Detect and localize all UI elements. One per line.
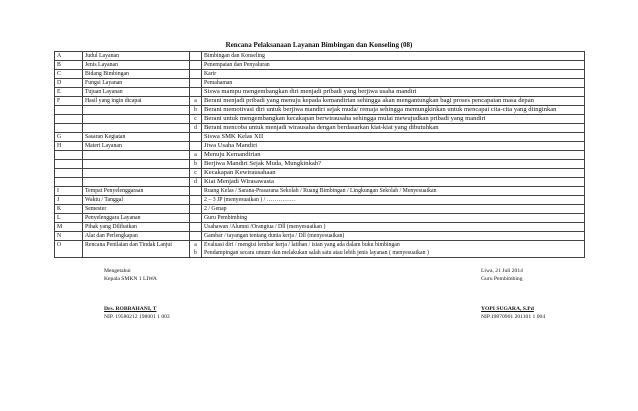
row-letter: M (55, 223, 83, 232)
row-letter: H (55, 142, 83, 151)
row-sub-letter: a (190, 151, 202, 160)
row-label: Tujuan Layanan (83, 88, 190, 97)
row-value: Guru Pembimbing (202, 214, 585, 223)
table-row (55, 187, 585, 196)
row-label: Bidang Bimbingan (83, 70, 190, 79)
row-sub-letter (190, 88, 202, 97)
table-row (55, 133, 585, 142)
row-value: Siswa mampu mengembangkan diri menjadi pribadi yang berjiwa usaha mandiri (202, 88, 585, 97)
row-label: Penyelenggara Layanan (83, 214, 190, 223)
table-row (55, 115, 585, 124)
row-letter (55, 106, 83, 115)
row-sub-letter (190, 79, 202, 88)
row-sub-letter: a b (190, 241, 202, 258)
row-sub-letter: b (190, 106, 202, 115)
table-row (55, 205, 585, 214)
row-value: Kiat Menjadi Wirasawasta (202, 178, 585, 187)
signature-right-name: YOPI SUGARA, S.Pd (481, 306, 534, 312)
row-sub-letter: b (190, 160, 202, 169)
table-row (55, 241, 585, 258)
row-sub-letter (190, 52, 202, 61)
row-label (83, 169, 190, 178)
row-label: Fungsi Layanan (83, 79, 190, 88)
row-sub-letter (190, 196, 202, 205)
row-sub-letter (190, 61, 202, 70)
row-label: Tempat Penyelenggaraan (83, 187, 190, 196)
row-sub-letter (190, 133, 202, 142)
row-letter (55, 115, 83, 124)
row-label (83, 178, 190, 187)
row-sub-letter (190, 142, 202, 151)
row-label: Waktu / Tanggal (83, 196, 190, 205)
row-value: Evaluasi diri / mengisi lembar kerja / latihan / isian yang ada dalam buku bimbingan Pendampingan secara umum dan melakukan salah satu atau lebih jenis layanan ( menyesuaikan ) (202, 241, 585, 258)
row-value: Berjiwa Mandiri Sejak Muda, Mungkinkah? (202, 160, 585, 169)
row-value: Berani menjadi pribadi yang menuju kepada kemandirian sehingga akan mengantungkan bagi proses pencapaian masa depan (202, 97, 585, 106)
table-row (55, 97, 585, 106)
row-value: Kecakapan Kewirausahaan (202, 169, 585, 178)
row-value: 2 / Genap (202, 205, 585, 214)
row-sub-letter (190, 205, 202, 214)
row-value: Berani memotivasi diri untuk berjiwa mandiri sejak muda/ remaja sehingga memungkinkan untuk mencapai cita-cita yang diinginkan (202, 106, 585, 115)
row-label: Hasil yang ingin dicapai (83, 97, 190, 106)
row-sub-letter: d (190, 178, 202, 187)
row-value: Bimbingan dan Konseling (202, 52, 585, 61)
row-value: 2 – 3 JP (menyesuaikan ) / …………… (202, 196, 585, 205)
row-sub-letter: c (190, 169, 202, 178)
row-letter (55, 169, 83, 178)
document-title: Rencana Pelaksanaan Layanan Bimbingan dan Konseling (08) (225, 41, 413, 49)
row-letter: N (55, 232, 83, 241)
table-row (55, 106, 585, 115)
row-sub-letter: a (190, 97, 202, 106)
row-letter: L (55, 214, 83, 223)
signature-right-line2: Guru Pembimbing (481, 276, 523, 282)
signature-right-nip: NIP.19870901 201101 1 004 (481, 314, 546, 320)
signature-left-name: Drs. ROBBAHANI, T (104, 306, 157, 312)
row-label (83, 124, 190, 133)
row-label: Jenis Layanan (83, 61, 190, 70)
row-sub-letter (190, 223, 202, 232)
table-row (55, 124, 585, 133)
table-row (55, 52, 585, 61)
row-value: Gambar / tayangan tentang dunia kerja / Dll (menyesuaikan) (202, 232, 585, 241)
row-label: Semester (83, 205, 190, 214)
row-value: Jiwa Usaha Mandiri (202, 142, 585, 151)
table-row (55, 223, 585, 232)
table-row (55, 70, 585, 79)
row-label (83, 160, 190, 169)
row-label: Judul Layanan (83, 52, 190, 61)
row-letter: F (55, 97, 83, 106)
table-row (55, 151, 585, 160)
table-row (55, 196, 585, 205)
row-value: Penempatan dan Penyaluran (202, 61, 585, 70)
row-value: Karir (202, 70, 585, 79)
row-letter: D (55, 79, 83, 88)
row-letter: J (55, 196, 83, 205)
row-value: Usahawan /Alumni /Orangtua / Dll (menyesuaikan ) (202, 223, 585, 232)
row-letter: B (55, 61, 83, 70)
signature-right (481, 267, 545, 321)
row-sub-letter (190, 70, 202, 79)
row-label: Rencana Penilaian dan Tindak Lanjut (83, 241, 190, 258)
row-letter (55, 178, 83, 187)
row-letter: G (55, 133, 83, 142)
table-row (55, 232, 585, 241)
row-letter (55, 151, 83, 160)
row-label: Materi Layanan (83, 142, 190, 151)
table-row (55, 178, 585, 187)
row-sub-letter: c (190, 115, 202, 124)
row-label: Pihak yang Dilibatkan (83, 223, 190, 232)
plan-table (54, 51, 585, 258)
row-letter: A (55, 52, 83, 61)
row-letter: K (55, 205, 83, 214)
row-label (83, 151, 190, 160)
row-label: Sasaran Kegiatan (83, 133, 190, 142)
table-row (55, 142, 585, 151)
table-row (55, 169, 585, 178)
row-letter (55, 160, 83, 169)
signature-left (104, 267, 170, 321)
table-row (55, 79, 585, 88)
row-letter (55, 124, 83, 133)
row-value: Menuju Kemandirian (202, 151, 585, 160)
table-row (55, 61, 585, 70)
row-value: Berani mencoba untuk menjadi wirausaha dengan berdasarkan kiat-kiat yang dibutuhkan (202, 124, 585, 133)
row-label: Alat dan Perlengkapan (83, 232, 190, 241)
row-letter: I (55, 187, 83, 196)
row-sub-letter (190, 187, 202, 196)
row-value: Berani untuk mengembangkan kecakapan berwirausaha sehingga mulai mewujudkan pribadi yang mandiri (202, 115, 585, 124)
row-letter: E (55, 88, 83, 97)
row-value: Ruang Kelas / Sarana-Prasarana Sekolah / Ruang Bimbingan / Lingkungan Sekolah / Menyesuaikan (202, 187, 585, 196)
row-letter: C (55, 70, 83, 79)
row-label (83, 106, 190, 115)
row-label (83, 115, 190, 124)
signature-right-line1: Liwa, 21 Juli 2014 (481, 268, 523, 274)
row-sub-letter: d (190, 124, 202, 133)
row-sub-letter (190, 214, 202, 223)
row-sub-letter (190, 232, 202, 241)
row-value: Pemahaman (202, 79, 585, 88)
signature-left-line2: Kepala SMKN 1 LIWA (104, 276, 157, 282)
signature-left-nip: NIP. 19580212 198001 1 003 (104, 314, 170, 320)
table-row (55, 160, 585, 169)
signature-left-line1: Mengetahui (104, 268, 131, 274)
row-letter: O (55, 241, 83, 258)
table-row (55, 88, 585, 97)
row-value: Siswa SMK Kelas XII (202, 133, 585, 142)
table-row (55, 214, 585, 223)
